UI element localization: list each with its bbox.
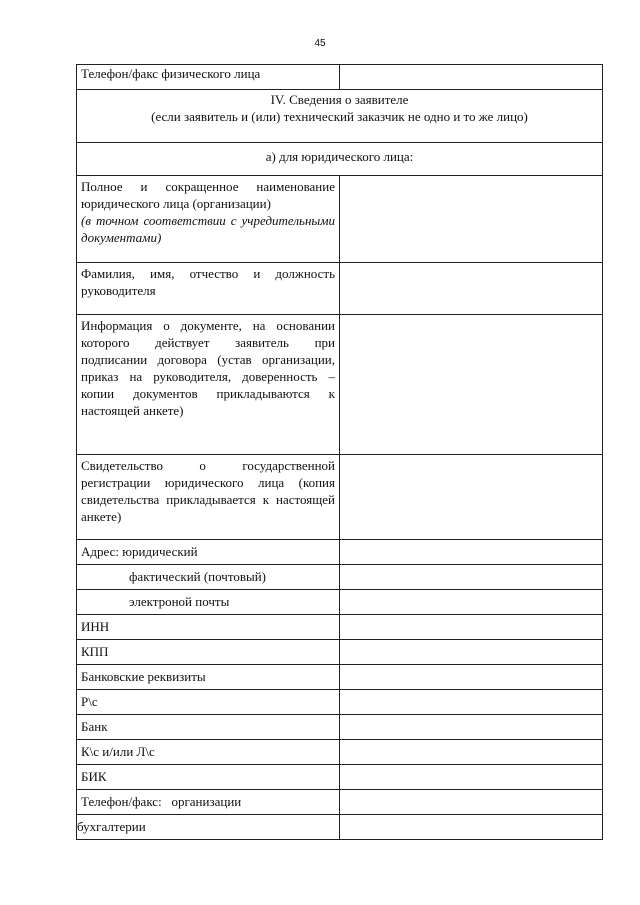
subsection-title: а) для юридического лица: <box>77 143 603 176</box>
table-row <box>77 263 603 315</box>
table-row <box>77 790 603 815</box>
registration-field[interactable] <box>340 455 603 540</box>
row-label-kpp: КПП <box>77 640 340 665</box>
row-label-phone-org: Телефон/факс: организации <box>77 790 340 815</box>
phone-org-field[interactable] <box>340 790 603 815</box>
phone-accounting-field[interactable] <box>340 815 603 840</box>
full-name-note: (в точном соответствии с учредительными документами) <box>81 213 335 245</box>
row-label-phone-fax-individual: Телефон/факс физического лица <box>77 65 340 90</box>
table-row <box>77 715 603 740</box>
table-row <box>77 540 603 565</box>
head-name-field[interactable] <box>340 263 603 315</box>
row-label-inn: ИНН <box>77 615 340 640</box>
applicant-form-table <box>76 64 603 840</box>
kpp-field[interactable] <box>340 640 603 665</box>
table-row <box>77 315 603 455</box>
bank-field[interactable] <box>340 715 603 740</box>
row-label-head-name: Фамилия, имя, отчество и должность руководителя <box>77 263 340 315</box>
inn-field[interactable] <box>340 615 603 640</box>
page-number: 45 <box>314 38 326 49</box>
table-row <box>77 740 603 765</box>
row-label-corr-account: К\с и/или Л\с <box>77 740 340 765</box>
table-row <box>77 176 603 263</box>
full-name-label: Полное и сокращенное наименование юридического лица (организации) <box>81 179 335 211</box>
row-label-address-legal: Адрес: юридический <box>77 540 340 565</box>
account-field[interactable] <box>340 690 603 715</box>
authority-document-field[interactable] <box>340 315 603 455</box>
table-row <box>77 590 603 615</box>
row-label-email: электроной почты <box>77 590 340 615</box>
address-legal-field[interactable] <box>340 540 603 565</box>
row-label-bik: БИК <box>77 765 340 790</box>
table-row <box>77 765 603 790</box>
table-row <box>77 565 603 590</box>
table-row <box>77 143 603 176</box>
row-label-authority-document: Информация о документе, на основании которого действует заявитель при подписании договора (устав организации, приказ на руководителя, доверенность – копии документов прикладываются к настоящей анкете) <box>77 315 340 455</box>
row-label-full-name <box>77 176 340 263</box>
bank-details-field[interactable] <box>340 665 603 690</box>
table-row <box>77 640 603 665</box>
address-actual-field[interactable] <box>340 565 603 590</box>
table-row <box>77 665 603 690</box>
row-label-bank: Банк <box>77 715 340 740</box>
table-row <box>77 815 603 840</box>
section-title: IV. Сведения о заявителе <box>270 92 409 107</box>
bik-field[interactable] <box>340 765 603 790</box>
table-row <box>77 455 603 540</box>
row-label-bank-details: Банковские реквизиты <box>77 665 340 690</box>
row-label-account: Р\с <box>77 690 340 715</box>
row-label-address-actual: фактический (почтовый) <box>77 565 340 590</box>
table-row <box>77 615 603 640</box>
phone-fax-individual-field[interactable] <box>340 65 603 90</box>
row-label-registration: Свидетельство о государственной регистрации юридического лица (копия свидетельства прикладывается к настоящей анкете) <box>77 455 340 540</box>
row-label-phone-accounting: бухгалтерии <box>77 815 340 840</box>
corr-account-field[interactable] <box>340 740 603 765</box>
table-row <box>77 90 603 143</box>
full-name-field[interactable] <box>340 176 603 263</box>
email-field[interactable] <box>340 590 603 615</box>
table-row <box>77 690 603 715</box>
table-row <box>77 65 603 90</box>
section-subtitle: (если заявитель и (или) технический заказчик не одно и то же лицо) <box>151 109 528 124</box>
section-header <box>77 90 603 143</box>
